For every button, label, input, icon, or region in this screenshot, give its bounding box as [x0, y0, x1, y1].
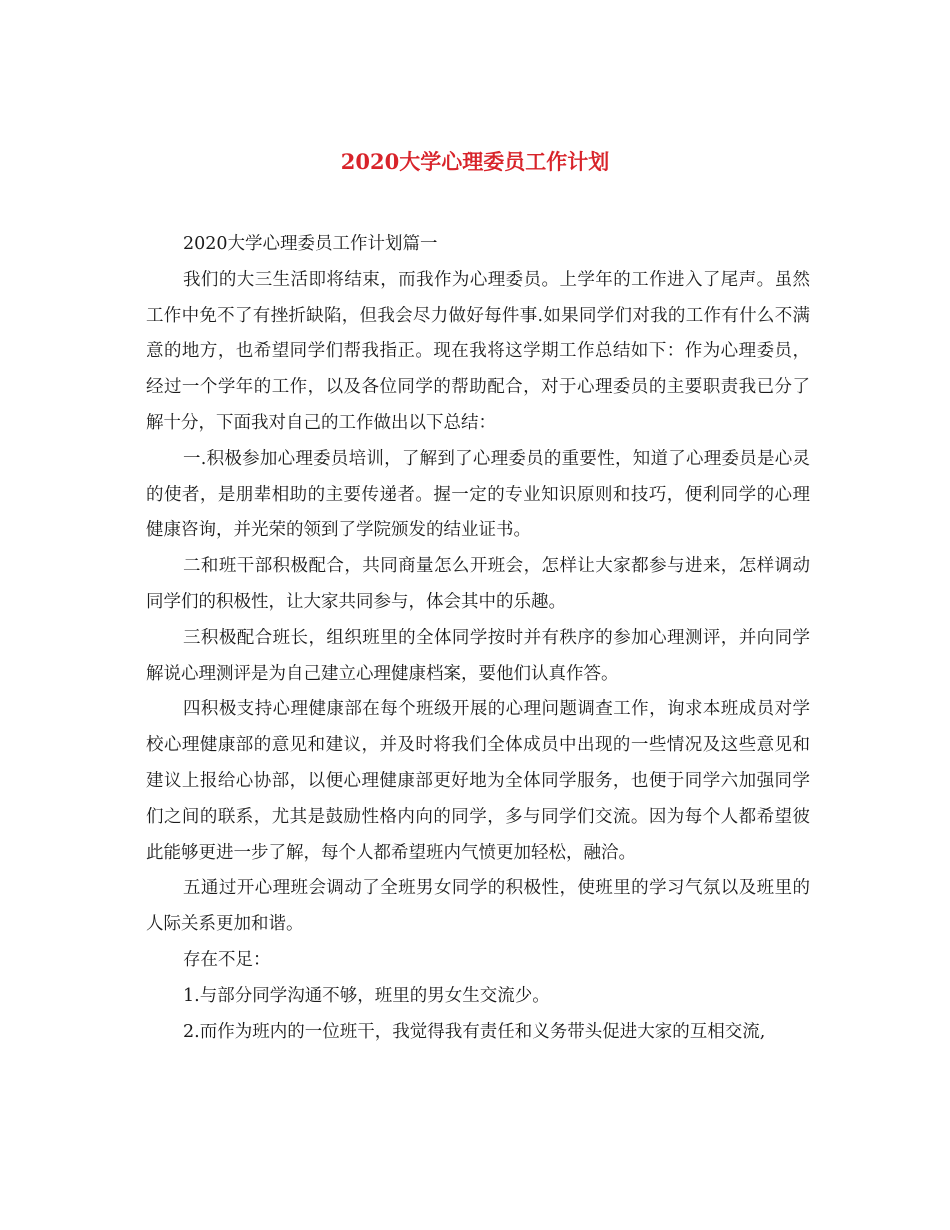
- document-title: 2020大学心理委员工作计划: [340, 149, 610, 174]
- paragraph-heading: 2020大学心理委员工作计划篇一: [183, 234, 438, 254]
- paragraph-item-5: 五通过开心理班会调动了全班男女同学的积极性，使班里的学习气氛以及班里的人际关系更加和谐。: [146, 878, 810, 935]
- paragraph-item-2: 二和班干部积极配合，共同商量怎么开班会，怎样让大家都参与进来，怎样调动同学们的积极性，让大家共同参与，体会其中的乐趣。: [146, 556, 810, 612]
- paragraph-intro: 我们的大三生活即将结束，而我作为心理委员。上学年的工作进入了尾声。虽然工作中免不了有挫折缺陷，但我会尽力做好每件事.如果同学们对我的工作有什么不满意的地方，也希望同学们帮我指正。现在我将这学期工作总结如下：作为心理委员，经过一个学年的工作，以及各位同学的帮助配合，对于心理委员的主要职责我已分了解十分，下面我对自己的工作做出以下总结：: [146, 269, 810, 433]
- paragraph-item-1: 一.积极参加心理委员培训，了解到了心理委员的重要性，知道了心理委员是心灵的使者，是朋辈相助的主要传递者。握一定的专业知识原则和技巧，便利同学的心理健康咨询，并光荣的领到了学院颁发的结业证书。: [146, 448, 810, 541]
- paragraph-shortcoming-2: 2.而作为班内的一位班干，我觉得我有责任和义务带头促进大家的互相交流,: [183, 1021, 766, 1042]
- paragraph-shortcomings-heading: 存在不足：: [183, 949, 271, 970]
- paragraph-item-3: 三积极配合班长，组织班里的全体同学按时并有秩序的参加心理测评，并向同学解说心理测评是为自己建立心理健康档案，要他们认真作答。: [146, 627, 810, 684]
- document-body: [146, 227, 810, 1050]
- paragraph-shortcoming-1: 1.与部分同学沟通不够，班里的男女生交流少。: [183, 985, 550, 1006]
- paragraph-item-4: 四积极支持心理健康部在每个班级开展的心理问题调查工作，询求本班成员对学校心理健康部的意见和建议，并及时将我们全体成员中出现的一些情况及这些意见和建议上报给心协部，以便心理健康部更好地为全体同学服务，也便于同学六加强同学们之间的联系，尤其是鼓励性格内向的同学，多与同学们交流。因为每个人都希望彼此能够更进一步了解，每个人都希望班内气愤更加轻松，融洽。: [146, 699, 810, 863]
